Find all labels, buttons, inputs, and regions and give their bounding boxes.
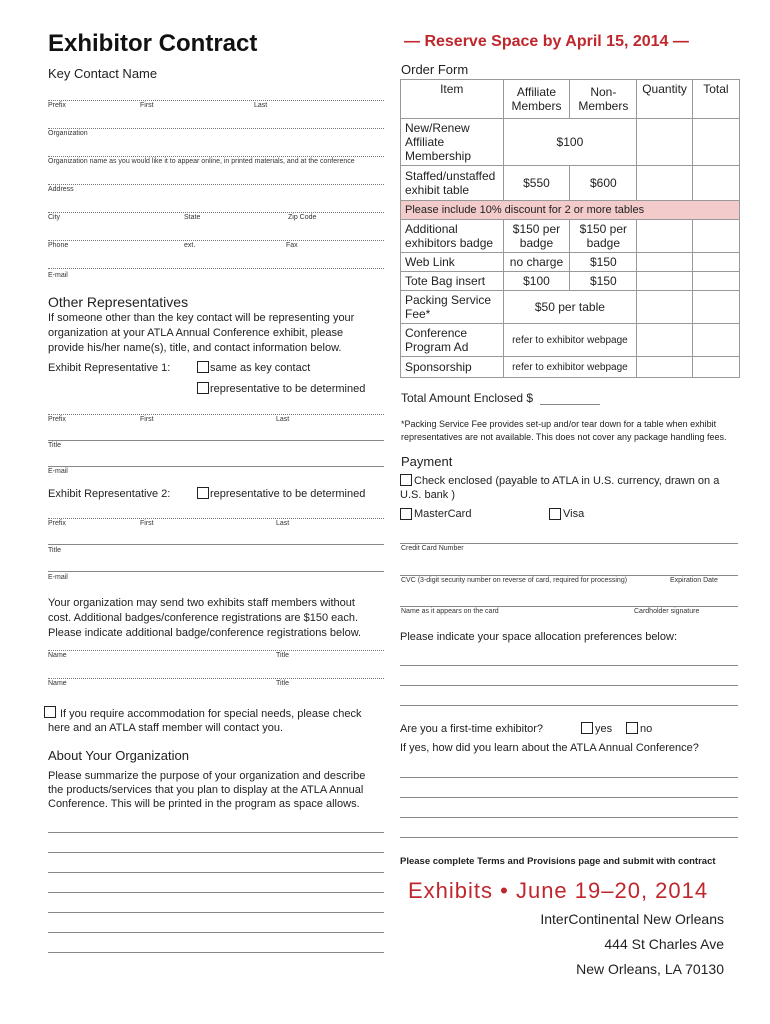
about-line-1[interactable] (48, 832, 384, 833)
price-packing: $50 per table (503, 291, 637, 324)
space-pref-line-1[interactable] (400, 665, 738, 666)
item-membership: New/Renew Affiliate Membership (401, 119, 504, 166)
no-checkbox[interactable] (626, 722, 638, 734)
total-enclosed-label: Total Amount Enclosed $ (401, 391, 534, 405)
cc-number-label: Credit Card Number (401, 545, 464, 552)
prefix-label: Prefix (48, 102, 66, 109)
how-line-2[interactable] (400, 797, 738, 798)
ext-label: ext. (184, 242, 196, 249)
rep2-name-line[interactable] (48, 518, 384, 519)
about-line-7[interactable] (48, 952, 384, 953)
rep1-email-label: E-mail (48, 468, 68, 475)
mastercard-checkbox[interactable] (400, 508, 412, 520)
packing-note: *Packing Service Fee provides set-up and/or tear down for a table when exhibit representatives are not available. This does not cover any package handling fees. (401, 419, 727, 442)
check-enclosed-label: Check enclosed (payable to ATLA in U.S. currency, drawn on a U.S. bank ) (400, 475, 720, 501)
price-badge-nonmember: $150 per badge (570, 220, 637, 253)
organization-line[interactable] (48, 128, 384, 129)
how-line-1[interactable] (400, 777, 738, 778)
card-name-line[interactable] (400, 606, 738, 607)
price-weblink-nonmember: $150 (570, 253, 637, 272)
qty-weblink[interactable] (637, 253, 693, 272)
fax-label: Fax (286, 242, 298, 249)
about-heading: About Your Organization (48, 748, 189, 763)
rep2-email-label: E-mail (48, 574, 68, 581)
rep2-last-label: Last (276, 520, 290, 527)
qty-packing[interactable] (637, 291, 693, 324)
city-line[interactable] (48, 212, 384, 213)
price-weblink-affiliate: no charge (503, 253, 570, 272)
email-label: E-mail (48, 272, 68, 279)
cvc-line[interactable] (400, 575, 738, 576)
item-table: Staffed/unstaffed exhibit table (401, 166, 504, 201)
cvc-label: CVC (3-digit security number on reverse of card, required for processing) (401, 577, 628, 584)
accommodation-text: If you require accommodation for special needs, please check here and an ATLA staff member will contact you. (48, 708, 362, 734)
order-row-ad (401, 324, 740, 357)
same-as-key-label: same as key contact (210, 362, 311, 374)
visa-label: Visa (563, 508, 585, 520)
order-row-totebag (401, 272, 740, 291)
item-ad: Conference Program Ad (401, 324, 504, 357)
about-line-3[interactable] (48, 872, 384, 873)
total-enclosed-field[interactable] (540, 404, 600, 405)
about-line-5[interactable] (48, 912, 384, 913)
item-packing: Packing Service Fee* (401, 291, 504, 324)
qty-ad[interactable] (637, 324, 693, 357)
rep2-tbd-checkbox[interactable] (197, 487, 209, 499)
payment-heading: Payment (401, 454, 453, 469)
how-line-4[interactable] (400, 837, 738, 838)
org-note-line[interactable] (48, 156, 384, 157)
space-pref-line-3[interactable] (400, 705, 738, 706)
state-label: State (184, 214, 201, 221)
rep2-label: Exhibit Representative 2: (48, 488, 171, 500)
mastercard-label: MasterCard (414, 508, 472, 520)
order-header-row (401, 80, 740, 119)
signature-label: Cardholder signature (634, 608, 700, 615)
visa-checkbox[interactable] (549, 508, 561, 520)
order-row-membership (401, 119, 740, 166)
space-pref-line-2[interactable] (400, 685, 738, 686)
item-sponsorship: Sponsorship (401, 357, 504, 378)
staff-title-label-1: Title (276, 652, 289, 659)
email-line[interactable] (48, 268, 384, 269)
first-time-question: Are you a first-time exhibitor? (400, 723, 544, 735)
city-label: City (48, 214, 61, 221)
venue-city: New Orleans, LA 70130 (576, 961, 724, 977)
total-packing[interactable] (692, 291, 739, 324)
order-form-table (400, 79, 740, 378)
nonmember-header: Non- Members (570, 80, 637, 119)
price-totebag-nonmember: $150 (570, 272, 637, 291)
total-badge[interactable] (692, 220, 739, 253)
order-row-sponsorship (401, 357, 740, 378)
other-reps-heading: Other Representatives (48, 294, 189, 310)
price-totebag-affiliate: $100 (503, 272, 570, 291)
qty-membership[interactable] (637, 119, 693, 166)
rep1-tbd-label: representative to be determined (210, 383, 366, 395)
affiliate-header: Affiliate Members (503, 80, 570, 119)
price-membership: $100 (503, 119, 637, 166)
cc-number-line[interactable] (400, 543, 738, 544)
rep1-title-label: Title (48, 442, 61, 449)
rep2-title-label: Title (48, 547, 61, 554)
no-label: no (640, 723, 653, 735)
about-line-6[interactable] (48, 932, 384, 933)
how-line-3[interactable] (400, 817, 738, 818)
price-table-affiliate: $550 (503, 166, 570, 201)
space-pref-label: Please indicate your space allocation preferences below: (400, 631, 677, 643)
complete-note: Please complete Terms and Provisions page and submit with contract (400, 856, 716, 867)
qty-totebag[interactable] (637, 272, 693, 291)
yes-label: yes (595, 723, 613, 735)
rep1-name-line[interactable] (48, 414, 384, 415)
order-row-table (401, 166, 740, 201)
price-table-nonmember: $600 (570, 166, 637, 201)
total-sponsorship[interactable] (692, 357, 739, 378)
order-row-packing (401, 291, 740, 324)
rep2-prefix-label: Prefix (48, 520, 66, 527)
staff-name-label-1: Name (48, 652, 67, 659)
page-title: Exhibitor Contract (48, 30, 258, 57)
other-reps-text: If someone other than the key contact will be representing your organization at your ATLA Annual Conference exhibit, please provide his/her name(s), title, and contact information below. (48, 312, 355, 354)
staff-name-label-2: Name (48, 680, 67, 687)
rep2-email-line[interactable] (48, 571, 384, 572)
same-as-key-checkbox[interactable] (197, 361, 209, 373)
about-line-2[interactable] (48, 852, 384, 853)
organization-label: Organization (48, 130, 88, 137)
venue-street: 444 St Charles Ave (604, 936, 724, 952)
event-headline: Exhibits • June 19–20, 2014 (408, 878, 709, 903)
order-row-weblink (401, 253, 740, 272)
price-sponsorship: refer to exhibitor webpage (503, 357, 637, 378)
last-label: Last (254, 102, 268, 109)
rep1-tbd-checkbox[interactable] (197, 382, 209, 394)
item-badge: Additional exhibitors badge (401, 220, 504, 253)
expiration-label: Expiration Date (670, 577, 718, 584)
rep1-title-line[interactable] (48, 440, 384, 441)
price-ad: refer to exhibitor webpage (503, 324, 637, 357)
rep1-first-label: First (140, 416, 154, 423)
how-learn-label: If yes, how did you learn about the ATLA Annual Conference? (400, 742, 699, 754)
total-ad[interactable] (692, 324, 739, 357)
price-badge-affiliate: $150 per badge (503, 220, 570, 253)
staff-title-label-2: Title (276, 680, 289, 687)
rep2-tbd-label: representative to be determined (210, 488, 366, 500)
qty-sponsorship[interactable] (637, 357, 693, 378)
reserve-banner: — Reserve Space by April 15, 2014 — (404, 33, 689, 50)
quantity-header: Quantity (637, 80, 693, 119)
discount-note: Please include 10% discount for 2 or more tables (401, 201, 740, 220)
first-label: First (140, 102, 154, 109)
phone-line[interactable] (48, 240, 384, 241)
about-text: Please summarize the purpose of your organization and describe the products/services that you plan to display at the ATLA Annual Conference. This will be printed in the program as space allows. (48, 770, 366, 810)
staff-name-line-1[interactable] (48, 650, 384, 651)
name-line[interactable] (48, 100, 384, 101)
total-header: Total (692, 80, 739, 119)
card-name-label: Name as it appears on the card (401, 608, 499, 615)
address-line[interactable] (48, 184, 384, 185)
rep1-email-line[interactable] (48, 466, 384, 467)
qty-table[interactable] (637, 166, 693, 201)
item-weblink: Web Link (401, 253, 504, 272)
rep1-prefix-label: Prefix (48, 416, 66, 423)
rep2-title-line[interactable] (48, 544, 384, 545)
order-form-heading: Order Form (401, 62, 469, 77)
org-note-label: Organization name as you would like it to appear online, in printed materials, and at the conference (48, 158, 355, 165)
total-membership[interactable] (692, 119, 739, 166)
item-totebag: Tote Bag insert (401, 272, 504, 291)
total-table[interactable] (692, 166, 739, 201)
yes-checkbox[interactable] (581, 722, 593, 734)
about-line-4[interactable] (48, 892, 384, 893)
qty-badge[interactable] (637, 220, 693, 253)
staff-name-line-2[interactable] (48, 678, 384, 679)
discount-row (401, 201, 740, 220)
item-header: Item (401, 80, 504, 119)
total-totebag[interactable] (692, 272, 739, 291)
total-weblink[interactable] (692, 253, 739, 272)
order-row-badge (401, 220, 740, 253)
rep1-label: Exhibit Representative 1: (48, 362, 171, 374)
zip-label: Zip Code (288, 214, 317, 221)
phone-label: Phone (48, 242, 69, 249)
staff-text: Your organization may send two exhibits staff members without cost. Additional badges/conference registrations are $150 each. Please indicate additional badge/conference registrations below. (48, 597, 362, 639)
key-contact-heading: Key Contact Name (48, 66, 158, 81)
rep2-first-label: First (140, 520, 154, 527)
venue-name: InterContinental New Orleans (540, 911, 724, 927)
rep1-last-label: Last (276, 416, 290, 423)
address-label: Address (48, 186, 74, 193)
